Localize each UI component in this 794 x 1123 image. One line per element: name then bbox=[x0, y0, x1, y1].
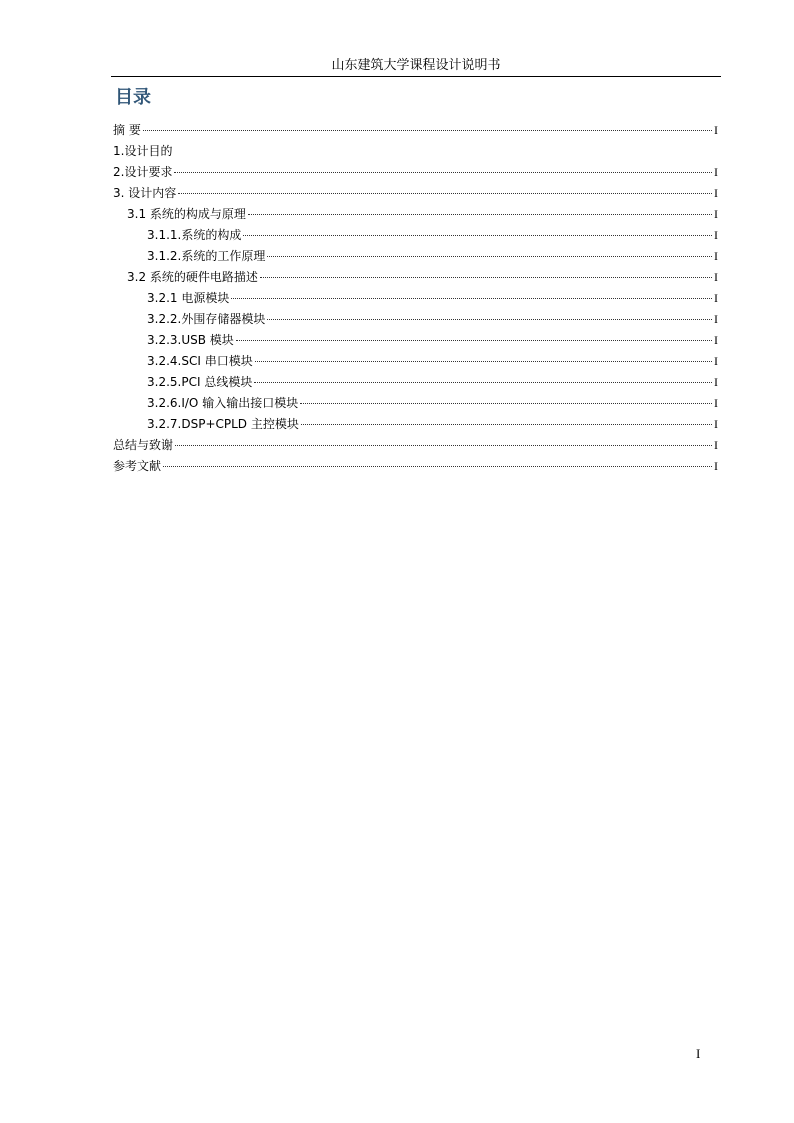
toc-dot-leader bbox=[178, 193, 712, 194]
toc-dot-leader bbox=[301, 424, 712, 425]
toc-entry-label: 3.1.1.系统的构成 bbox=[147, 228, 242, 242]
toc-dot-leader bbox=[236, 340, 712, 341]
toc-entry[interactable] bbox=[111, 288, 721, 309]
toc-entry-label: 3.2.1 电源模块 bbox=[147, 291, 230, 305]
toc-entry[interactable] bbox=[111, 393, 721, 414]
table-of-contents bbox=[111, 120, 721, 477]
toc-entry-label: 参考文献 bbox=[113, 459, 162, 473]
toc-entry[interactable] bbox=[111, 435, 721, 456]
toc-entry-page: I bbox=[714, 123, 718, 137]
toc-entry-label: 3.2.7.DSP+CPLD 主控模块 bbox=[147, 417, 299, 431]
toc-entry-label: 1.设计目的 bbox=[113, 144, 173, 158]
toc-dot-leader bbox=[267, 319, 712, 320]
toc-entry-page: I bbox=[714, 207, 718, 221]
toc-entry[interactable] bbox=[111, 246, 721, 267]
toc-entry-label: 3.1.2.系统的工作原理 bbox=[147, 249, 266, 263]
toc-entry-label: 3.2.2.外围存储器模块 bbox=[147, 312, 266, 326]
toc-entry[interactable] bbox=[111, 183, 721, 204]
toc-entry-label: 3.1 系统的构成与原理 bbox=[127, 207, 246, 221]
toc-dot-leader bbox=[300, 403, 712, 404]
toc-entry-page: I bbox=[714, 375, 718, 389]
toc-dot-leader bbox=[248, 214, 712, 215]
toc-entry-label: 3. 设计内容 bbox=[113, 186, 177, 200]
toc-entry-page: I bbox=[714, 459, 718, 473]
toc-entry-label: 摘 要 bbox=[113, 123, 141, 137]
toc-entry[interactable] bbox=[111, 309, 721, 330]
page-header: 山东建筑大学课程设计说明书 bbox=[331, 58, 501, 73]
toc-entry[interactable] bbox=[111, 120, 721, 141]
toc-dot-leader bbox=[174, 172, 712, 173]
toc-entry[interactable] bbox=[111, 372, 721, 393]
toc-entry-page: I bbox=[714, 354, 718, 368]
toc-dot-leader bbox=[254, 382, 712, 383]
toc-entry-page: I bbox=[714, 186, 718, 200]
toc-entry-label: 3.2.3.USB 模块 bbox=[147, 333, 234, 347]
toc-entry[interactable] bbox=[111, 225, 721, 246]
toc-dot-leader bbox=[255, 361, 712, 362]
toc-dot-leader bbox=[163, 466, 712, 467]
toc-entry-label: 总结与致谢 bbox=[113, 438, 174, 452]
toc-entry-page: I bbox=[714, 270, 718, 284]
toc-entry-page: I bbox=[714, 228, 718, 242]
toc-entry[interactable] bbox=[111, 204, 721, 225]
toc-entry-page: I bbox=[714, 396, 718, 410]
toc-dot-leader bbox=[143, 130, 712, 131]
toc-entry-page: I bbox=[714, 165, 718, 179]
toc-entry-page: I bbox=[714, 417, 718, 431]
toc-entry[interactable] bbox=[111, 456, 721, 477]
toc-entry-label: 2.设计要求 bbox=[113, 165, 173, 179]
toc-entry-label: 3.2 系统的硬件电路描述 bbox=[127, 270, 258, 284]
toc-dot-leader bbox=[243, 235, 712, 236]
toc-entry[interactable] bbox=[111, 414, 721, 435]
toc-entry-label: 3.2.6.I/O 输入输出接口模块 bbox=[147, 396, 299, 410]
header-divider bbox=[111, 76, 721, 77]
toc-entry-label: 3.2.5.PCI 总线模块 bbox=[147, 375, 253, 389]
toc-entry-page: I bbox=[714, 312, 718, 326]
toc-dot-leader bbox=[260, 277, 712, 278]
toc-dot-leader bbox=[267, 256, 712, 257]
toc-entry-page: I bbox=[714, 438, 718, 452]
toc-entry[interactable] bbox=[111, 351, 721, 372]
toc-entry[interactable] bbox=[111, 267, 721, 288]
toc-title: 目录 bbox=[115, 87, 151, 108]
toc-entry-page: I bbox=[714, 333, 718, 347]
toc-entry[interactable] bbox=[111, 330, 721, 351]
toc-dot-leader bbox=[231, 298, 712, 299]
toc-entry[interactable] bbox=[111, 141, 721, 162]
page-number: I bbox=[696, 1046, 701, 1061]
toc-entry[interactable] bbox=[111, 162, 721, 183]
toc-dot-leader bbox=[175, 445, 712, 446]
toc-entry-page: I bbox=[714, 249, 718, 263]
toc-entry-label: 3.2.4.SCI 串口模块 bbox=[147, 354, 253, 368]
toc-entry-page: I bbox=[714, 291, 718, 305]
